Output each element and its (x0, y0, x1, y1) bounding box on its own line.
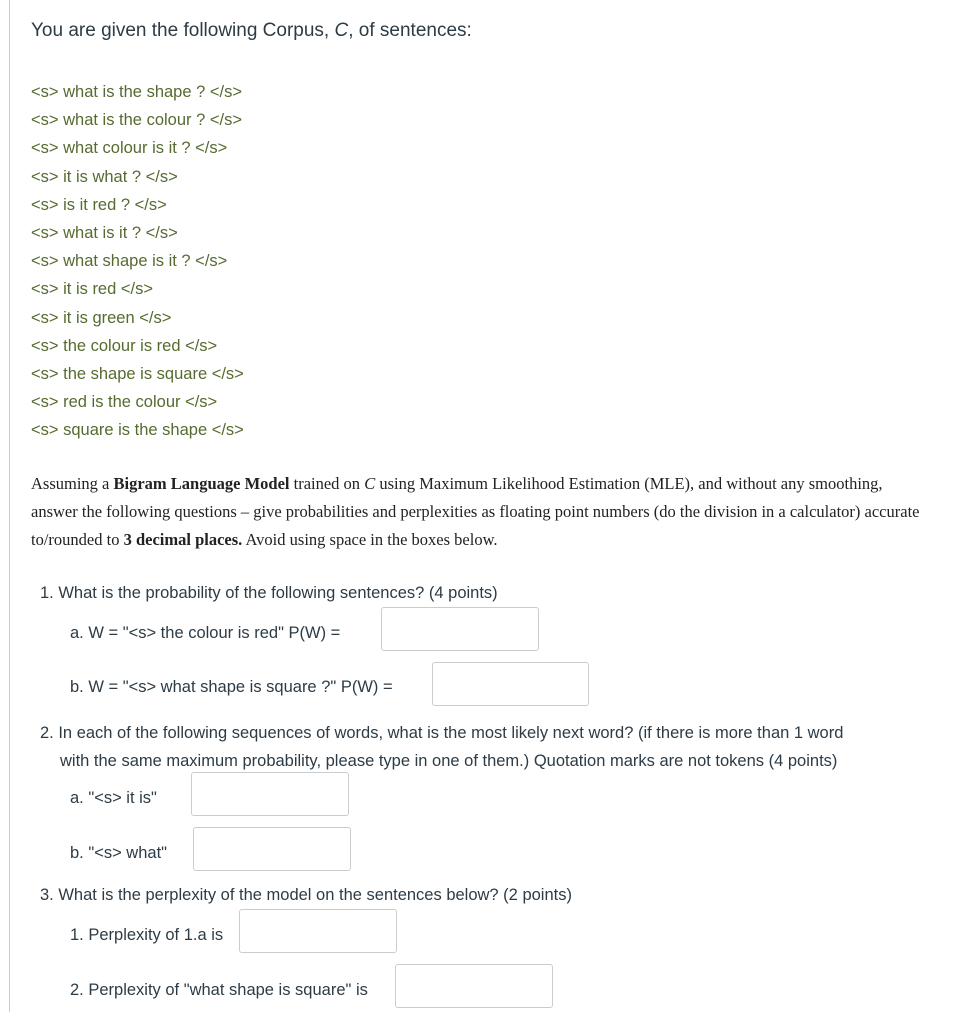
question-2-label (40, 719, 930, 775)
answer-3-1-input[interactable] (239, 909, 397, 953)
decimal-places-term: 3 decimal places. (123, 530, 243, 549)
corpus-sentence: <s> what is it ? </s> (31, 223, 178, 242)
corpus-sentence: <s> what is the shape ? </s> (31, 83, 242, 101)
assumption-paragraph: Assuming a Bigram Language Model trained on C using Maximum Likelihood Estimation (MLE), and without any smoothing, answer the following questions – give probabilities and perplexities as floating point numbers (do the division in a calculator) accurate to/rounded to 3 decimal places. Avoid using space in the boxes below. (31, 474, 920, 549)
question-1a-label: a. W = "<s> the colour is red" P(W) = (70, 624, 341, 642)
question-2b-label: b. "<s> what" (70, 844, 168, 862)
answer-3-2-input[interactable] (395, 964, 553, 1008)
corpus-sentence: <s> is it red ? </s> (31, 195, 167, 214)
corpus-sentence: <s> it is what ? </s> (31, 167, 178, 186)
answer-2b-input[interactable] (193, 827, 351, 871)
intro-suffix: , of sentences: (348, 20, 472, 41)
corpus-sentence: <s> it is green </s> (31, 308, 172, 327)
corpus-sentence: <s> what shape is it ? </s> (31, 252, 228, 271)
question-3-label: 3. What is the perplexity of the model on the sentences below? (2 points) (40, 886, 572, 904)
corpus-sentence: <s> square is the shape </s> (31, 421, 244, 440)
intro-prefix: You are given the following Corpus, (31, 20, 335, 41)
answer-1a-input[interactable] (381, 607, 539, 651)
corpus-sentence: <s> the shape is square </s> (31, 364, 244, 383)
question-2a-label: a. "<s> it is" (70, 789, 157, 807)
corpus-symbol: C (334, 20, 349, 41)
question-1-label: 1. What is the probability of the following sentences? (4 points) (40, 584, 498, 602)
bigram-model-term: Bigram Language Model (113, 474, 290, 493)
corpus-list (31, 78, 244, 444)
question-3-1-label: 1. Perplexity of 1.a is (70, 926, 224, 944)
answer-2a-input[interactable] (191, 772, 349, 816)
corpus-sentence: <s> the colour is red </s> (31, 336, 218, 355)
question-3-2-label: 2. Perplexity of "what shape is square" is (70, 981, 368, 999)
corpus-sentence: <s> what colour is it ? </s> (31, 139, 228, 158)
question-2-line-1: 2. In each of the following sequences of words, what is the most likely next word? (if there is more than 1 word (40, 724, 844, 742)
left-border (9, 0, 10, 1012)
corpus-sentence: <s> red is the colour </s> (31, 393, 218, 412)
question-1b-label: b. W = "<s> what shape is square ?" P(W) = (70, 678, 393, 696)
question-2-line-2: with the same maximum probability, please type in one of them.) Quotation marks are not tokens (4 points) (60, 752, 838, 770)
intro-text (31, 20, 472, 42)
answer-1b-input[interactable] (432, 662, 589, 706)
corpus-sentence: <s> what is the colour ? </s> (31, 111, 242, 130)
corpus-sentence: <s> it is red </s> (31, 280, 153, 299)
